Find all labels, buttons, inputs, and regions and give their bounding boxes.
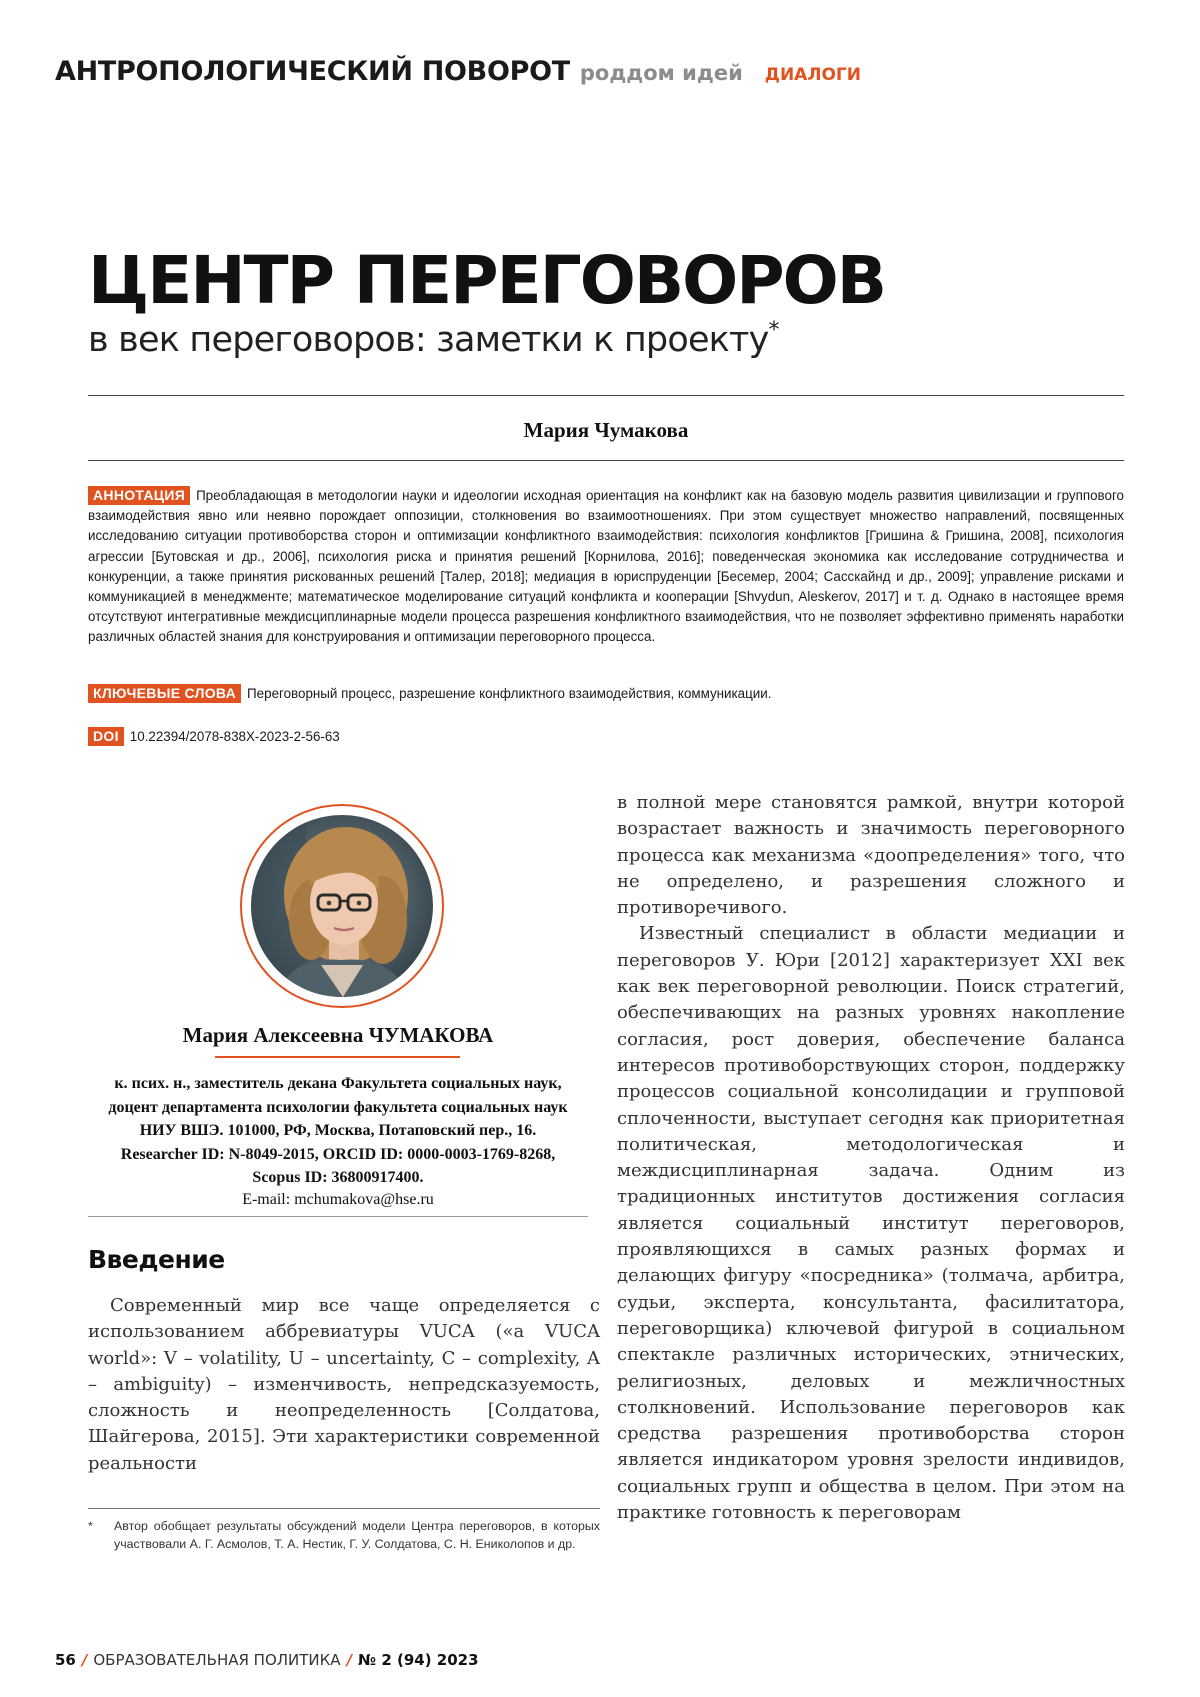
- journal-name: ОБРАЗОВАТЕЛЬНАЯ ПОЛИТИКА: [93, 1651, 340, 1669]
- body-left-column: [88, 1293, 600, 1477]
- doi-value: 10.22394/2078-838X-2023-2-56-63: [130, 729, 340, 744]
- doi-label: DOI: [88, 727, 124, 746]
- title-divider-bottom: [88, 460, 1124, 461]
- subtitle-text: в век переговоров: заметки к проекту: [88, 320, 769, 360]
- section-heading: Введение: [88, 1245, 225, 1274]
- bio-email: E-mail: mchumakova@hse.ru: [100, 1189, 576, 1211]
- subtitle-footnote-mark: *: [769, 318, 779, 343]
- bio-details: к. псих. н., заместитель декана Факультета социальных наук, доцент департамента психологии факультета социальных наук НИУ ВШЭ. 101000, РФ, Москва, Потаповский пер., 16. Researcher ID: N-8049-2015, ORCID ID: 0000-0003-1769-8268, Scopus ID: 36800917400.: [100, 1072, 576, 1190]
- body-paragraph: Известный специалист в области медиации и переговоров У. Юри [2012] характеризует XXI век как век переговорной революции. Поиск стратегий, обеспечивающих на разных уровнях накопление согласия, рост доверия, обеспечение баланса интересов противоборствующих сторон, поддержку процессов социальной консолидации и групповой сплоченности, выступает сегодня как приоритетная политическая, методологическая и междисциплинарная задача. Одним из традиционных институтов достижения согласия является социальный институт переговоров, проявляющихся в самых разных формах и делающих фигуру «посредника» (толмача, арбитра, судьи, эксперта, консультанта, фасилитатора, переговорщика) ключевой фигурой в социальном спектакле различных исторических, этнических, религиозных, деловых и межличностных столкновений. Использование переговоров как средства разрешения противоборства сторон является индикатором уровня зрелости индивидов, социальных групп и общества в целом. При этом на практике готовность к переговорам: [617, 921, 1125, 1526]
- doi-block: [88, 727, 1124, 747]
- page-footer: [55, 1651, 479, 1669]
- annotation-label: АННОТАЦИЯ: [88, 486, 190, 505]
- article-subtitle: [88, 318, 779, 360]
- keywords-block: [88, 684, 1124, 704]
- header-category: ДИАЛОГИ: [765, 65, 861, 85]
- footnote-divider: [88, 1508, 600, 1509]
- issue-info: № 2 (94) 2023: [358, 1651, 478, 1669]
- header-rubric: АНТРОПОЛОГИЧЕСКИЙ ПОВОРОТ: [55, 56, 570, 87]
- body-right-column: [617, 790, 1125, 1526]
- title-divider-top: [88, 395, 1124, 396]
- annotation-text: Преобладающая в методологии науки и идеологии исходная ориентация на конфликт как на базовую модель развития цивилизации и группового взаимодействия явно или неявно порождает оппозиции, столкновения во взаимоотношениях. При этом существует множество направлений, посвященных исследованию ситуации противоборства сторон и оптимизации конфликтного взаимодействия: психология конфликтов [Гришина & Гришина, 2008], психология агрессии [Бутовская и др., 2006], психология риска и принятия решений [Корнилова, 2016]; поведенческая экономика как исследование сотрудничества и конкуренции, а также принятия рискованных решений [Талер, 2018]; медиация в юриспруденции [Бесемер, 2004; Сасскайнд и др., 2009]; управление рисками и коммуникацией в менеджменте; математическое моделирование ситуаций конфликта и кооперации [Shvydun, Aleskerov, 2017] и т. д. Однако в настоящее время отсутствуют интегративные междисциплинарные модели процесса разрешения конфликтного взаимодействия, что не позволяет эффективно применять наработки различных областей знания для конструирования и оптимизации переговорного процесса.: [88, 488, 1124, 644]
- footnote: [88, 1517, 600, 1554]
- bio-name-underline: [215, 1056, 460, 1058]
- article-title: ЦЕНТР ПЕРЕГОВОРОВ: [88, 242, 885, 319]
- footnote-mark: *: [88, 1517, 114, 1554]
- page-number: 56: [55, 1651, 76, 1669]
- footnote-text: Автор обобщает результаты обсуждений модели Центра переговоров, в которых участвовали А. Г. Асмолов, Т. А. Нестик, Г. У. Солдатова, С. Н. Ениколопов и др.: [114, 1517, 600, 1554]
- bio-name: Мария Алексеевна ЧУМАКОВА: [88, 1023, 588, 1048]
- keywords-label: КЛЮЧЕВЫЕ СЛОВА: [88, 684, 241, 703]
- author-photo: [251, 815, 433, 997]
- article-author: Мария Чумакова: [88, 418, 1124, 443]
- slash-separator: /: [82, 1651, 87, 1669]
- body-paragraph: в полной мере становятся рамкой, внутри которой возрастает важность и значимость переговорного процесса как механизма «доопределения» того, что не определено, и разрешения сложного и противоречивого.: [617, 790, 1125, 921]
- running-header: [55, 56, 861, 87]
- header-subrubric: роддом идей: [580, 61, 743, 85]
- author-photo-illustration: [251, 815, 433, 997]
- body-paragraph: Современный мир все чаще определяется с использованием аббревиатуры VUCA («a VUCA world»: V – volatility, U – uncertainty, C – complexity, A – ambiguity) – изменчивость, непредсказуемость, сложность и неопределенность [Солдатова, Шайгерова, 2015]. Эти характеристики современной реальности: [88, 1293, 600, 1477]
- annotation-block: [88, 486, 1124, 648]
- keywords-text: Переговорный процесс, разрешение конфликтного взаимодействия, коммуникации.: [247, 686, 771, 701]
- bio-divider: [88, 1216, 588, 1217]
- slash-separator: /: [347, 1651, 352, 1669]
